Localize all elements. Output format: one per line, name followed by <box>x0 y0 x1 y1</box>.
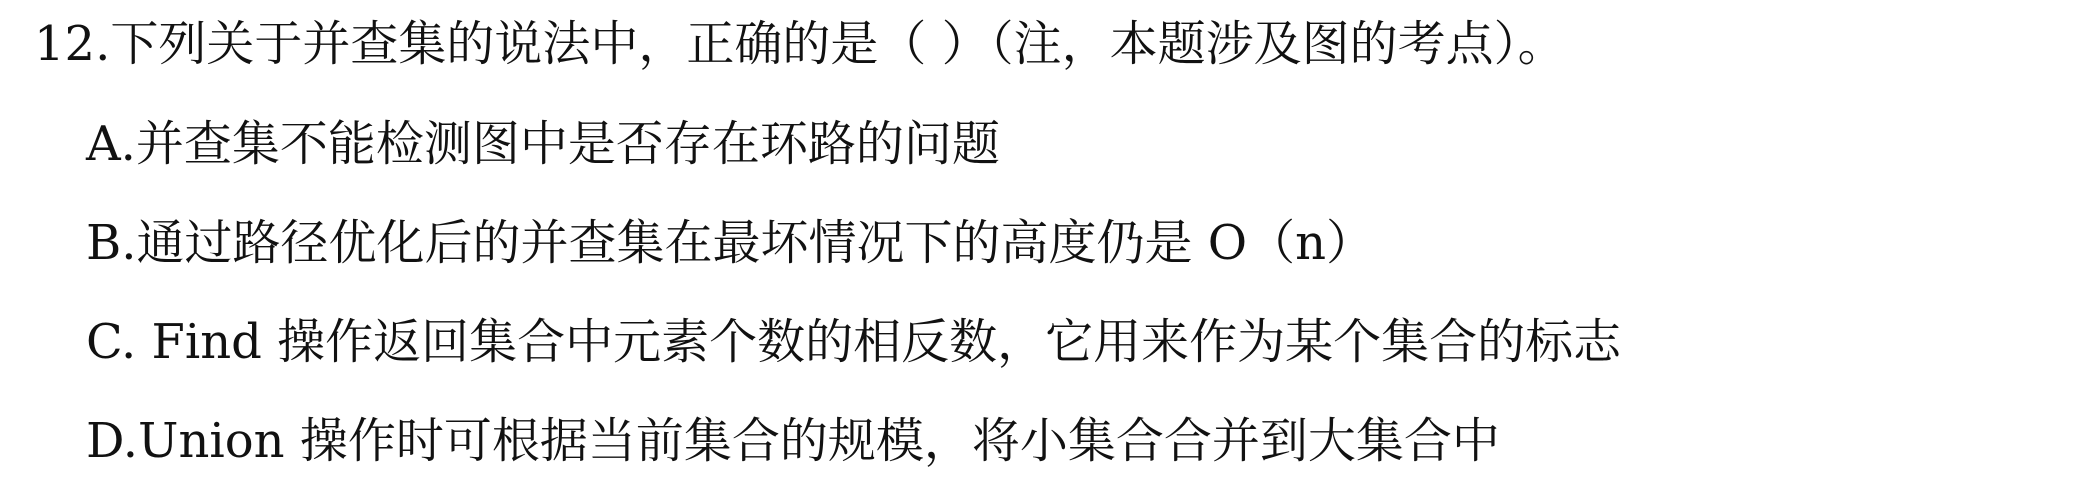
option-d: D.Union 操作时可根据当前集合的规模，将小集合合并到大集合中 <box>86 413 1500 469</box>
option-c: C. Find 操作返回集合中元素个数的相反数，它用来作为某个集合的标志 <box>86 314 1622 370</box>
question-stem: 12.下列关于并查集的说法中，正确的是（ ）（注，本题涉及图的考点）。 <box>34 16 1566 72</box>
option-a: A.并查集不能检测图中是否存在环路的问题 <box>86 116 1000 172</box>
option-b: B.通过路径优化后的并查集在最坏情况下的高度仍是 O（n） <box>86 215 1375 271</box>
